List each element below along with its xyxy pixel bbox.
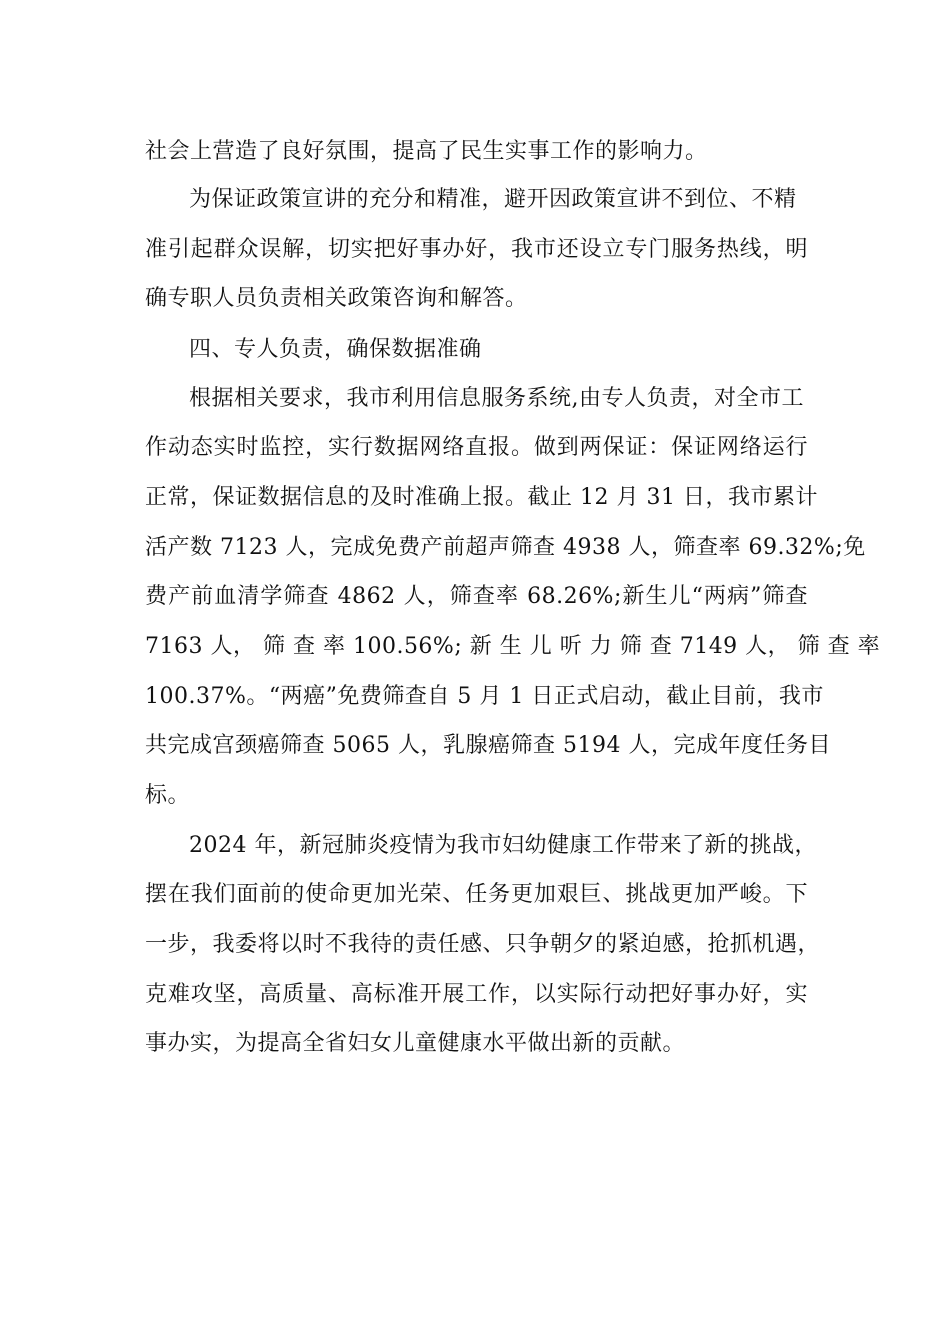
paragraph-line: 事办实，为提高全省妇女儿童健康水平做出新的贡献。 xyxy=(145,1031,686,1056)
paragraph-line: 摆在我们面前的使命更加光荣、任务更加艰巨、挑战更加严峻。下 xyxy=(145,882,808,907)
paragraph-line: 2024 年，新冠肺炎疫情为我市妇幼健康工作带来了新的挑战， xyxy=(189,833,817,858)
paragraph-line: 社会上营造了良好氛围，提高了民生实事工作的影响力。 xyxy=(145,139,708,164)
paragraph-line: 为保证政策宣讲的充分和精准，避开因政策宣讲不到位、不精 xyxy=(189,187,797,212)
paragraph-line: 正常，保证数据信息的及时准确上报。截止 12 月 31 日，我市累计 xyxy=(145,485,818,510)
paragraph-line: 确专职人员负责相关政策咨询和解答。 xyxy=(145,286,528,311)
paragraph-line: 根据相关要求，我市利用信息服务系统,由专人负责，对全市工 xyxy=(189,386,804,411)
paragraph-line: 费产前血清学筛查 4862 人，筛查率 68.26%;新生儿“两病”筛查 xyxy=(145,584,808,609)
paragraph-line: 一步，我委将以时不我待的责任感、只争朝夕的紧迫感，抢抓机遇， xyxy=(145,932,821,957)
paragraph-line: 标。 xyxy=(145,783,191,808)
paragraph-line: 准引起群众误解，切实把好事办好，我市还设立专门服务热线，明 xyxy=(145,237,808,262)
paragraph-line: 作动态实时监控，实行数据网络直报。做到两保证：保证网络运行 xyxy=(145,435,808,460)
paragraph-line: 活产数 7123 人，完成免费产前超声筛查 4938 人，筛查率 69.32%;免 xyxy=(145,535,866,560)
section-heading: 四、专人负责，确保数据准确 xyxy=(189,337,482,362)
paragraph-line: 7163 人， 筛 查 率 100.56%; 新 生 儿 听 力 筛 查 7149 人， 筛 查 率 xyxy=(145,634,881,659)
paragraph-line: 100.37%。“两癌”免费筛查自 5 月 1 日正式启动，截止目前，我市 xyxy=(145,684,824,709)
paragraph-line: 克难攻坚，高质量、高标准开展工作，以实际行动把好事办好，实 xyxy=(145,982,808,1007)
paragraph-line: 共完成宫颈癌筛查 5065 人，乳腺癌筛查 5194 人，完成年度任务目 xyxy=(145,733,831,758)
